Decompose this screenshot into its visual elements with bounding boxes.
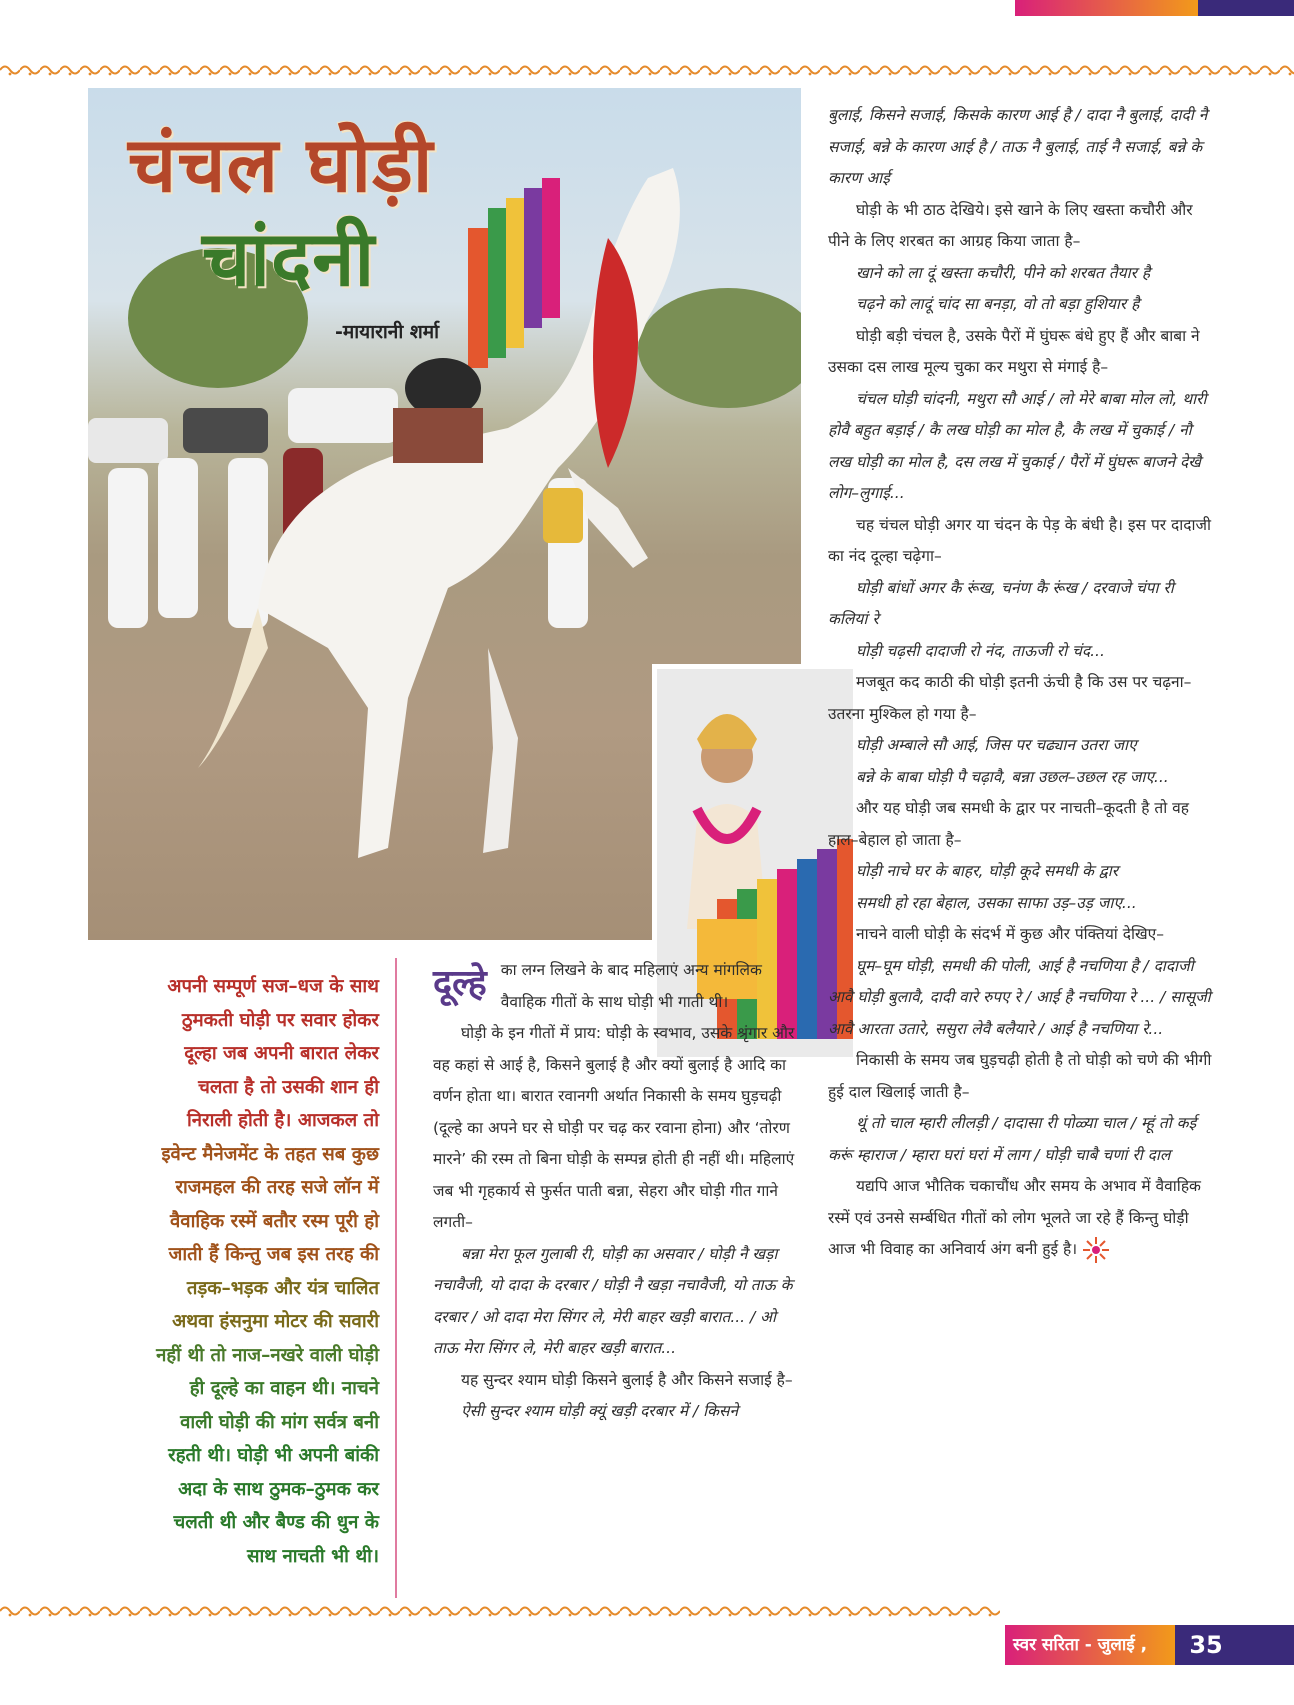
- pull-quote-line: अपनी सम्पूर्ण सज–धज के साथ: [167, 976, 379, 997]
- pull-quote-line: ठुमकती घोड़ी पर सवार होकर: [181, 1009, 379, 1031]
- paragraph: यह सुन्दर श्याम घोड़ी किसने बुलाई है और किसने सजाई है–: [461, 1370, 793, 1389]
- pull-quote-line: जाती हैं किन्तु जब इस तरह की: [168, 1244, 379, 1265]
- folk-verse: बन्ना मेरा फूल गुलाबी री, घोड़ी का असवार / घोड़ी नै खड़ा नचावैजी, यो दादा के दरबार / घोड़ी नै खड़ा नचावैजी, यो ताऊ के दरबार / ओ दादा मेरा सिंगर ले, मेरी बाहर खड़ी बारात... / ओ ताऊ मेरा सिंगर ले, मेरी बाहर खड़ी बारात...: [433, 1244, 793, 1357]
- pull-quote-line: रहती थी। घोड़ी भी अपनी बांकी: [168, 1445, 379, 1466]
- pull-quote-line: नहीं थी तो नाज–नखरे वाली घोड़ी: [156, 1344, 379, 1366]
- paragraph: घोड़ी बड़ी चंचल है, उसके पैरों में घुंघरू बंधे हुए हैं और बाबा ने उसका दस लाख मूल्य चुका कर मथुरा से मंगाई है–: [828, 326, 1200, 376]
- folk-verse: बन्ने के बाबा घोड़ी पै चढ़ावै, बन्ना उछल–उछल रह जाए...: [856, 767, 1169, 786]
- pull-quote-line: वाली घोड़ी की मांग सर्वत्र बनी: [180, 1411, 379, 1433]
- page-number: 35: [1175, 1625, 1294, 1665]
- paragraph: और यह घोड़ी जब समधी के द्वार पर नाचती–कूदती है तो वह हाल–बेहाल हो जाता है–: [828, 799, 1190, 849]
- paragraph: घोड़ी के इन गीतों में प्राय: घोड़ी के स्वभाव, उसके श्रृंगार और वह कहां से आई है, किसने बुलाई है और क्यों बुलाई है आदि का वर्णन होता था। बारात रवानगी अर्थात निकासी के समय घुड़चढ़ी (दूल्हे का अपने घर से घोड़ी पर चढ़ कर रवाना होना) और ‘तोरण मारने’ की रस्म तो बिना घोड़ी के सम्पन्न होती ही नहीं थी। महिलाएं जब भी गृहकार्य से फुर्सत पाती बन्ना, सेहरा और घोड़ी गीत गाने लगती–: [433, 1024, 795, 1231]
- folk-verse: बुलाई, किसने सजाई, किसके कारण आई है / दादा नै बुलाई, दादी नै सजाई, बन्ने के कारण आई है / ताऊ नै बुलाई, ताई नै सजाई, बन्ने के कारण आई: [828, 106, 1208, 187]
- top-color-bar: [1015, 0, 1294, 16]
- folk-verse: ऐसी सुन्दर श्याम घोड़ी क्यूं खड़ी दरबार में / किसने: [461, 1402, 739, 1420]
- folk-verse: समधी हो रहा बेहाल, उसका साफा उड़–उड़ जाए...: [856, 893, 1137, 912]
- pull-quote-line: अथवा हंसनुमा मोटर की सवारी: [172, 1311, 379, 1332]
- pull-quote-line: तड़क–भड़क और यंत्र चालित: [186, 1277, 379, 1299]
- folk-verse: खाने को ला दूं खस्ता कचौरी, पीने को शरबत तैयार है: [856, 263, 1151, 282]
- folk-verse: चंचल घोड़ी चांदनी, मथुरा सौ आई / लो मेरे बाबा मोल लो, थारी होवै बहुत बड़ाई / कै लख घोड़ी का मोल है, कै लख में चुकाई / नौ लख घोड़ी का मोल है, दस लख में चुकाई / पैरों में घुंघरू बाजने देखै लोग–लुगाई...: [828, 389, 1207, 502]
- pull-quote-line: निराली होती है। आजकल तो: [186, 1110, 379, 1131]
- bottom-decorative-border: [0, 1603, 1000, 1619]
- pull-quote: [96, 970, 379, 1573]
- top-decorative-border: [0, 62, 1294, 78]
- article-title: [128, 118, 433, 306]
- closing-text: यद्यपि आज भौतिक चकाचौंध और समय के अभाव में वैवाहिक रस्में एवं उनसे सर्म्बधित गीतों को लोग भूलते जा रहे हैं किन्तु घोड़ी आज भी विवाह का अनिवार्य अंग बनी हुई है।: [828, 1177, 1201, 1258]
- folk-verse: घोड़ी चढ़सी दादाजी रो नंद, ताऊजी रो चंद...: [856, 641, 1105, 660]
- pull-quote-line: ही दूल्हे का वाहन थी। नाचने: [189, 1378, 379, 1399]
- folk-verse: चढ़ने को लादूं चांद सा बनड़ा, वो तो बड़ा हुशियार है: [856, 295, 1140, 313]
- folk-verse: थूं तो चाल म्हारी लीलड़ी / दादासा री पोळ्या चाल / म्हूं तो कई करूं म्हाराज / म्हारा घरां घरां में लाग / घोड़ी चाबै चणां री दाल: [828, 1114, 1197, 1164]
- column-3: [828, 100, 1212, 1266]
- paragraph: चह चंचल घोड़ी अगर या चंदन के पेड़ के बंधी है। इस पर दादाजी का नंद दूल्हा चढ़ेगा–: [828, 515, 1212, 565]
- pull-quote-line: साथ नाचती भी थी।: [246, 1545, 379, 1567]
- folk-verse: घोड़ी अम्बाले सौ आई, जिस पर चढ्यान उतरा जाए: [856, 736, 1137, 754]
- paragraph: नाचने वाली घोड़ी के संदर्भ में कुछ और पंक्तियां देखिए–: [856, 925, 1164, 943]
- column-divider: [395, 958, 397, 1598]
- pull-quote-line: राजमहल की तरह सजे लॉन में: [175, 1177, 379, 1198]
- magazine-issue: स्वर सरिता - जुलाई , 2024: [1005, 1625, 1175, 1665]
- page-footer: [1005, 1625, 1294, 1695]
- end-ornament-icon: [1082, 1236, 1110, 1264]
- pull-quote-line: चलती थी और बैण्ड की धुन के: [173, 1512, 379, 1533]
- dropcap-word: दूल्हे: [433, 962, 487, 1004]
- folk-verse: घोड़ी नाचे घर के बाहर, घोड़ी कूदे समधी के द्वार: [856, 862, 1119, 880]
- pull-quote-line: इवेन्ट मैनेजमेंट के तहत सब कुछ: [161, 1143, 379, 1165]
- paragraph: निकासी के समय जब घुड़चढ़ी होती है तो घोड़ी को चणे की भीगी हुई दाल खिलाई जाती है–: [828, 1051, 1212, 1101]
- pull-quote-line: दूल्हा जब अपनी बारात लेकर: [184, 1043, 379, 1064]
- closing-paragraph: [828, 1171, 1212, 1266]
- paragraph: मजबूत कद काठी की घोड़ी इतनी ऊंची है कि उस पर चढ़ना–उतरना मुश्किल हो गया है–: [828, 673, 1192, 723]
- folk-verse: घूम–घूम घोड़ी, समधी की पोली, आई है नचणिया है / दादाजी आवै घोड़ी बुलावै, दादी वारे रुपए रे / आई है नचणिया रे ... / सासूजी आवै आरता उतारे, ससुरा लेवै बलैयारे / आई है नचणिया रे...: [828, 956, 1211, 1038]
- title-line-1: चंचल घोड़ी: [128, 120, 434, 209]
- pull-quote-line: अदा के साथ ठुमक–ठुमक कर: [178, 1478, 379, 1500]
- title-line-2: चांदनी: [202, 214, 376, 303]
- author-byline: -मायारानी शर्मा: [335, 321, 440, 343]
- paragraph: घोड़ी के भी ठाठ देखिये। इसे खाने के लिए खस्ता कचौरी और पीने के लिए शरबत का आग्रह किया जाता है–: [828, 200, 1193, 250]
- pull-quote-line: चलता है तो उसकी शान ही: [198, 1076, 379, 1098]
- intro-text: का लग्न लिखने के बाद महिलाएं अन्य मांगलिक वैवाहिक गीतों के साथ घोड़ी भी गाती थी।: [500, 961, 762, 1011]
- column-2: [433, 955, 803, 1428]
- folk-verse: घोड़ी बांधों अगर कै रूंख, चनंण कै रूंख / दरवाजे चंपा री कलियां रे: [828, 578, 1174, 628]
- pull-quote-line: वैवाहिक रस्में बतौर रस्म पूरी हो: [170, 1210, 379, 1232]
